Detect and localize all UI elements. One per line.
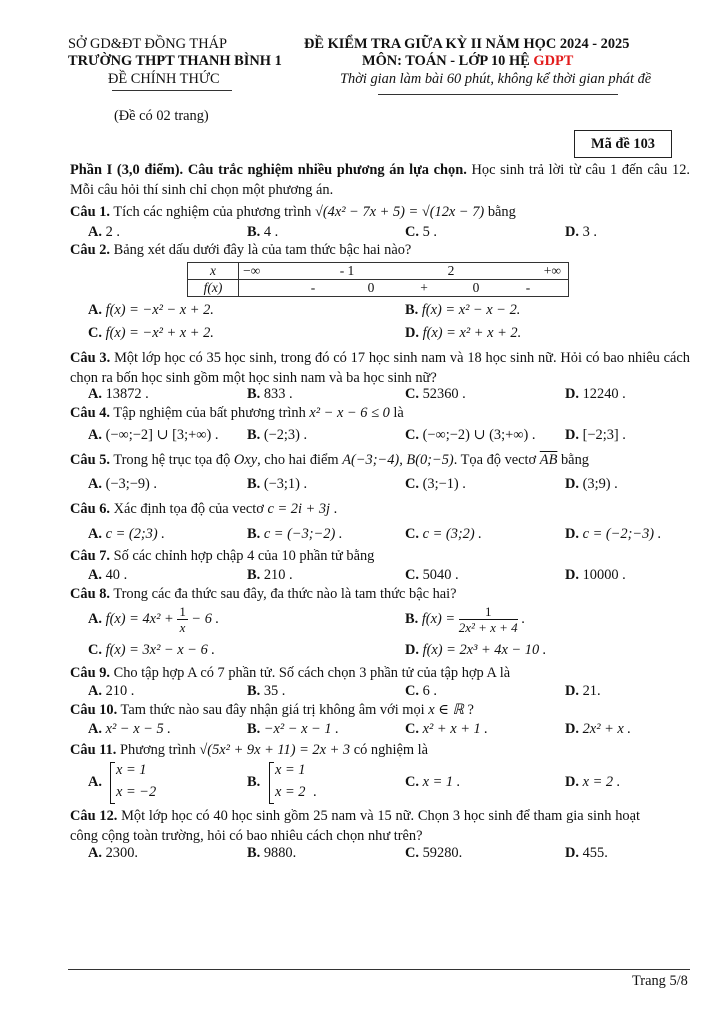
sign-f-3: +	[420, 280, 428, 295]
q6-option-a[interactable]: A. c = (2;3) .	[88, 526, 165, 542]
q6-option-b[interactable]: B. c = (−3;−2) .	[247, 526, 343, 542]
q11-tail: có nghiệm là	[353, 742, 429, 758]
subject-program: GDPT	[533, 53, 574, 69]
q8-label: Câu 8.	[70, 586, 110, 602]
official-label: ĐỀ CHÍNH THỨC	[108, 71, 220, 87]
official-underline	[112, 90, 232, 91]
q12-text: Một lớp học có 40 học sinh gồm 25 nam và 15 nữ. Chọn 3 học sinh để tham gia sinh hoạt công cộng toàn trường, hỏi có bao nhiêu cách chọn như trên?	[70, 808, 640, 844]
time-underline	[378, 94, 618, 95]
time-note: Thời gian làm bài 60 phút, không kể thời gian phát đề	[340, 71, 652, 87]
question-4	[70, 405, 404, 422]
q7-label: Câu 7.	[70, 548, 110, 564]
q2-option-a[interactable]: A. f(x) = −x² − x + 2.	[88, 302, 214, 318]
q4-label: Câu 4.	[70, 405, 110, 421]
q4-option-d[interactable]: D. [−2;3] .	[565, 427, 626, 443]
exam-title: ĐỀ KIỂM TRA GIỮA KỲ II NĂM HỌC 2024 - 2025	[304, 36, 630, 52]
q7-option-b[interactable]: B. 210 .	[247, 567, 293, 583]
subject-line	[362, 53, 573, 70]
sign-x-values	[239, 263, 569, 280]
subject-text: MÔN: TOÁN - LỚP 10 HỆ	[362, 53, 534, 69]
q5-text: Trong hệ trục tọa độ	[113, 452, 231, 468]
q5-option-b[interactable]: B. (−3;1) .	[247, 476, 308, 492]
sign-f-2: 0	[367, 280, 375, 295]
question-2	[70, 242, 411, 259]
q10-tail: ?	[467, 702, 474, 718]
sign-table-row-x	[188, 263, 569, 280]
question-7	[70, 548, 374, 565]
q1-option-a[interactable]: A. 2 .	[88, 224, 120, 240]
q4-equation: x² − x − 6 ≤ 0	[309, 405, 390, 421]
q5-option-a[interactable]: A. (−3;−9) .	[88, 476, 158, 492]
q4-text: Tập nghiệm của bất phương trình	[113, 405, 306, 421]
sign-f-header: f(x)	[188, 280, 239, 297]
q6-label: Câu 6.	[70, 501, 110, 517]
q5-oxy: Oxy	[233, 452, 258, 468]
q2-option-b[interactable]: B. f(x) = x² − x − 2.	[405, 302, 521, 318]
q9-option-b[interactable]: B. 35 .	[247, 683, 286, 699]
q2-option-d[interactable]: D. f(x) = x² + x + 2.	[405, 325, 522, 341]
q2-text: Bảng xét dấu dưới đây là của tam thức bậc hai nào?	[113, 242, 412, 258]
q5-mid: , cho hai điểm	[257, 452, 339, 468]
q10-text: Tam thức nào sau đây nhận giá trị không âm với mọi	[120, 702, 425, 718]
sign-f-values	[239, 280, 569, 297]
q7-option-a[interactable]: A. 40 .	[88, 567, 128, 583]
q5-option-c[interactable]: C. (3;−1) .	[405, 476, 466, 492]
q4-option-b[interactable]: B. (−2;3) .	[247, 427, 308, 443]
q3-option-d[interactable]: D. 12240 .	[565, 386, 626, 402]
sign-x-neg-inf: −∞	[243, 263, 261, 278]
q2-option-c[interactable]: C. f(x) = −x² + x + 2.	[88, 325, 214, 341]
q8-text: Trong các đa thức sau đây, đa thức nào là tam thức bậc hai?	[113, 586, 457, 602]
q12-label: Câu 12.	[70, 808, 118, 824]
q1-tail: bằng	[487, 204, 516, 220]
q9-option-c[interactable]: C. 6 .	[405, 683, 437, 699]
school-name: TRƯỜNG THPT THANH BÌNH 1	[68, 53, 282, 69]
sign-table	[187, 262, 569, 297]
question-1	[70, 204, 516, 221]
question-11	[70, 742, 428, 759]
q9-label: Câu 9.	[70, 665, 110, 681]
q11-option-c[interactable]: C. x = 1 .	[405, 774, 461, 790]
part1-heading: Phần I (3,0 điểm). Câu trắc nghiệm nhiều phương án lựa chọn.	[70, 162, 467, 178]
q10-label: Câu 10.	[70, 702, 118, 718]
q6-option-c[interactable]: C. c = (3;2) .	[405, 526, 482, 542]
sign-x-pos-inf: +∞	[543, 263, 561, 278]
question-12	[70, 806, 640, 846]
q11-label: Câu 11.	[70, 742, 117, 758]
q3-text: Một lớp học có 35 học sinh, trong đó có 17 học sinh nam và 18 học sinh nữ. Hỏi có bao nhiêu cách chọn ra bốn học sinh gồm một học sinh nam và ba học sinh nữ?	[70, 350, 690, 386]
q12-option-b[interactable]: B. 9880.	[247, 845, 297, 861]
q8-option-b[interactable]: B. f(x) = $\frac{1}{\text{2x² + x + 4}}$ .	[405, 604, 525, 635]
q6-tail: .	[333, 501, 338, 517]
q5-tail: bằng	[560, 452, 589, 468]
q7-option-c[interactable]: C. 5040 .	[405, 567, 459, 583]
q10-option-a[interactable]: A. x² − x − 5 .	[88, 721, 171, 737]
q3-option-a[interactable]: A. 13872 .	[88, 386, 149, 402]
question-6	[70, 501, 337, 518]
page-number: Trang 5/8	[632, 973, 688, 989]
sign-x-header: x	[188, 263, 239, 280]
q1-equation: √(4x² − 7x + 5) = √(12x − 7)	[314, 204, 485, 220]
exam-code-box: Mã đề 103	[574, 130, 672, 158]
sign-f-1: -	[310, 280, 316, 295]
q5-points: A(−3;−4), B(0;−5)	[342, 452, 454, 468]
q9-option-d[interactable]: D. 21.	[565, 683, 601, 699]
q1-label: Câu 1.	[70, 204, 110, 220]
q12-option-a[interactable]: A. 2300.	[88, 845, 138, 861]
q1-option-b[interactable]: B. 4 .	[247, 224, 279, 240]
q10-equation: x ∈ ℝ	[428, 702, 464, 718]
sign-x-root1: - 1	[339, 263, 355, 278]
q4-tail: là	[393, 405, 404, 421]
q11-equation: √(5x² + 9x + 11) = 2x + 3	[199, 742, 351, 758]
question-8	[70, 586, 457, 603]
q5-option-d[interactable]: D. (3;9) .	[565, 476, 618, 492]
q9-option-a[interactable]: A. 210 .	[88, 683, 135, 699]
pages-note: (Đề có 02 trang)	[114, 108, 209, 124]
sign-table-row-f	[188, 280, 569, 297]
q7-option-d[interactable]: D. 10000 .	[565, 567, 626, 583]
q4-option-a[interactable]: A. (−∞;−2] ∪ [3;+∞) .	[88, 427, 219, 443]
question-3	[70, 348, 690, 388]
q8-option-c[interactable]: C. f(x) = 3x² − x − 6 .	[88, 642, 215, 658]
q3-option-b[interactable]: B. 833 .	[247, 386, 293, 402]
q9-text: Cho tập hợp A có 7 phần tử. Số cách chọn 3 phần tử của tập hợp A là	[113, 665, 511, 681]
q7-text: Số các chỉnh hợp chập 4 của 10 phần tử bằng	[113, 548, 375, 564]
q12-option-c[interactable]: C. 59280.	[405, 845, 463, 861]
question-9	[70, 665, 510, 682]
q1-option-c[interactable]: C. 5 .	[405, 224, 437, 240]
q5-mid2: . Tọa độ vectơ	[453, 452, 537, 468]
q8-option-a[interactable]: A. f(x) = 4x² + $\frac{1}{x}$ − 6 .	[88, 604, 220, 635]
q6-option-d[interactable]: D. c = (−2;−3) .	[565, 526, 662, 542]
q3-label: Câu 3.	[70, 350, 111, 366]
q11-text: Phương trình	[120, 742, 196, 758]
q12-option-d[interactable]: D. 455.	[565, 845, 608, 861]
q10-option-d[interactable]: D. 2x² + x .	[565, 721, 631, 737]
q8-option-d[interactable]: D. f(x) = 2x³ + 4x − 10 .	[405, 642, 547, 658]
question-10	[70, 702, 474, 719]
q1-option-d[interactable]: D. 3 .	[565, 224, 597, 240]
q6-text: Xác định tọa độ của vectơ	[113, 501, 264, 517]
sign-x-root2: 2	[447, 263, 455, 278]
sign-f-5: -	[525, 280, 531, 295]
q5-label: Câu 5.	[70, 452, 110, 468]
q11-option-d[interactable]: D. x = 2 .	[565, 774, 621, 790]
sign-f-4: 0	[472, 280, 480, 295]
part1-instructions: Học sinh trả lời từ câu 1 đến câu 12. Mỗi câu hỏi thí sinh chỉ chọn một phương án.	[70, 162, 690, 198]
footer-rule	[68, 969, 690, 970]
q1-text: Tích các nghiệm của phương trình	[113, 204, 312, 220]
q10-option-c[interactable]: C. x² + x + 1 .	[405, 721, 488, 737]
dept-name: SỞ GD&ĐT ĐỒNG THÁP	[68, 36, 227, 52]
q2-label: Câu 2.	[70, 242, 110, 258]
q4-option-c[interactable]: C. (−∞;−2) ∪ (3;+∞) .	[405, 427, 536, 443]
q3-option-c[interactable]: C. 52360 .	[405, 386, 466, 402]
q10-option-b[interactable]: B. −x² − x − 1 .	[247, 721, 339, 737]
part1-intro	[70, 160, 690, 200]
q5-vector: $\overline{AB}$	[539, 452, 558, 468]
question-5	[70, 452, 589, 469]
q6-equation: c = 2i + 3j	[267, 501, 331, 517]
